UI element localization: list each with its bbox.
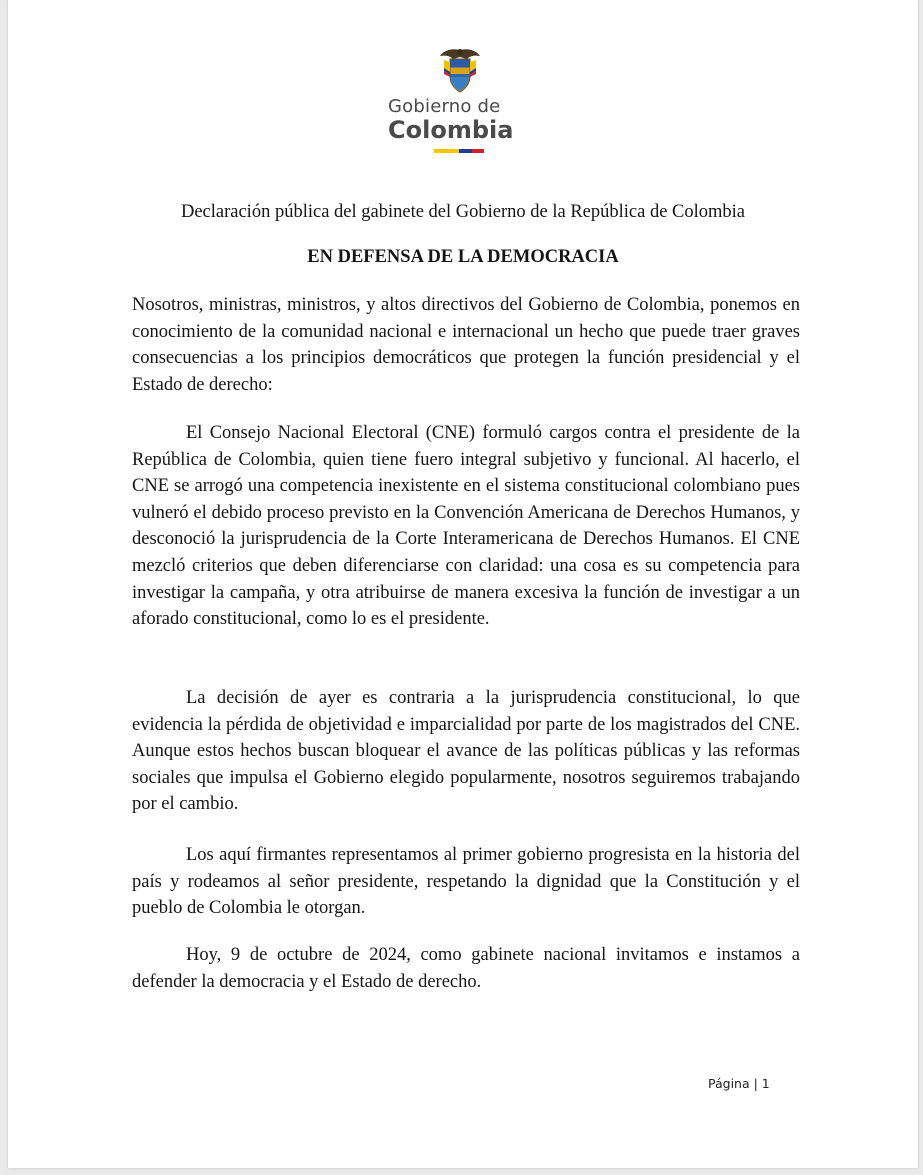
paragraph-cne-charges: El Consejo Nacional Electoral (CNE) formuló cargos contra el presidente de la República de Colombia, quien tiene fuero integral subjetivo y funcional. Al hacerlo, el CNE se arrogó una competencia inexistente en el sistema constitucional colombiano pues vulneró el debido proceso previsto en la Convención Americana de Derechos Humanos, y desconoció la jurisprudencia de la Corte Interamericana de Derechos Humanos. El CNE mezcló criterios que deben diferenciarse con claridad: una cosa es su competencia para investigar la campaña, y otra atribuirse de manera excesiva la función de investigar a un aforado constitucional, como lo es el presidente. [132,423,800,630]
coat-of-arms-icon [438,46,482,94]
document-page [8,0,918,1168]
paragraph-intro: Nosotros, ministras, ministros, y altos directivos del Gobierno de Colombia, ponemos en conocimiento de la comunidad nacional e internacional un hecho que puede traer graves consecuencias a los principios democráticos que protegen la función presidencial y el Estado de derecho: [132,295,800,395]
flag-red-stripe [472,149,485,153]
paragraph-signatories: Los aquí firmantes representamos al primer gobierno progresista en la historia del país y rodeamos al señor presidente, respetando la dignidad que la Constitución y el pueblo de Colombia le otorgan. [132,845,800,919]
letterhead [8,40,918,160]
paragraph-closing: Hoy, 9 de octubre de 2024, como gabinete nacional invitamos e instamos a defender la democracia y el Estado de derecho. [132,945,800,992]
document-subtitle: Declaración pública del gabinete del Gobierno de la República de Colombia [180,202,746,222]
page-number: Página | 1 [708,1076,770,1091]
flag-stripe [434,149,484,153]
logo-text-line2: Colombia [388,116,514,144]
document-title: EN DEFENSA DE LA DEMOCRACIA [307,247,619,267]
flag-yellow-stripe [434,149,459,153]
logo-text-line1: Gobierno de [388,96,501,117]
paragraph-decision: La decisión de ayer es contraria a la jurisprudencia constitucional, lo que evidencia la pérdida de objetividad e imparcialidad por parte de los magistrados del CNE. Aunque estos hechos buscan bloquear el avance de las políticas públicas y las reformas sociales que impulsa el Gobierno elegido popularmente, nosotros seguiremos trabajando por el cambio. [132,688,800,815]
flag-blue-stripe [459,149,472,153]
